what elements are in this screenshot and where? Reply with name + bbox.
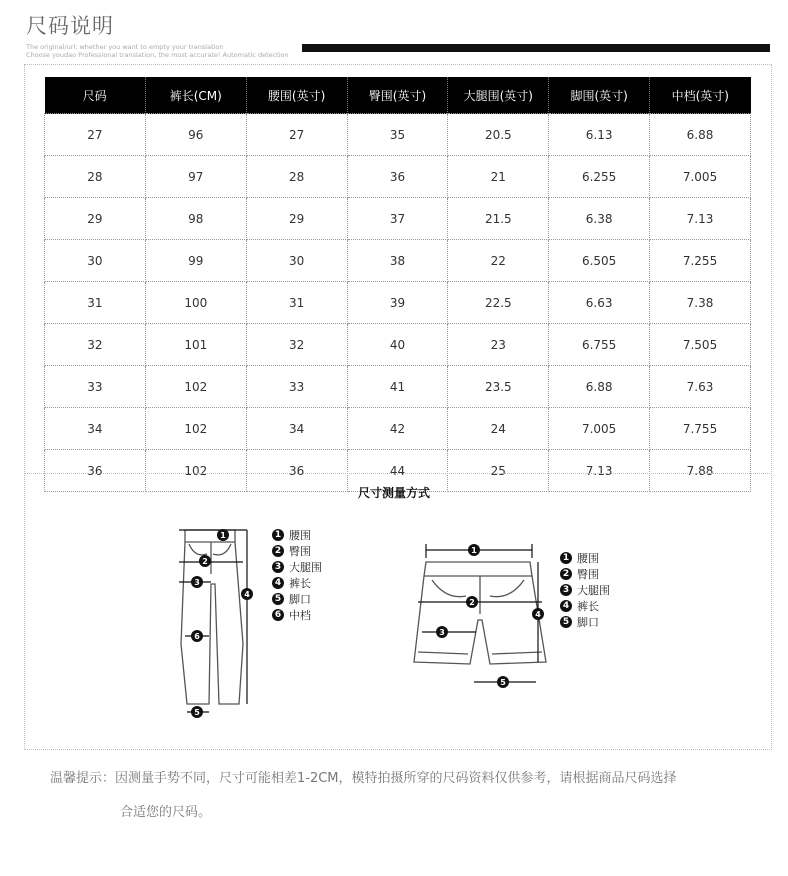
column-header: 尺码 xyxy=(45,77,146,114)
table-cell: 6.505 xyxy=(549,240,650,282)
legend-label: 中档 xyxy=(289,609,311,622)
column-header: 大腿围(英寸) xyxy=(448,77,549,114)
table-cell: 98 xyxy=(145,198,246,240)
pants-diagram xyxy=(175,524,255,718)
legend-item xyxy=(272,543,322,559)
size-table-header xyxy=(45,77,751,114)
table-cell: 30 xyxy=(45,240,146,282)
table-cell: 7.755 xyxy=(650,408,751,450)
legend-label: 脚口 xyxy=(289,593,311,606)
table-cell: 96 xyxy=(145,114,246,156)
table-cell: 99 xyxy=(145,240,246,282)
table-cell: 27 xyxy=(246,114,347,156)
footnote xyxy=(50,762,750,830)
table-cell: 33 xyxy=(45,366,146,408)
svg-text:6: 6 xyxy=(194,632,200,641)
table-cell: 7.505 xyxy=(650,324,751,366)
table-cell: 6.755 xyxy=(549,324,650,366)
table-cell: 20.5 xyxy=(448,114,549,156)
table-cell: 25 xyxy=(448,450,549,492)
page-title: 尺码说明 xyxy=(26,14,114,38)
legend-label: 大腿围 xyxy=(289,561,322,574)
table-cell: 102 xyxy=(145,366,246,408)
column-header: 裤长(CM) xyxy=(145,77,246,114)
table-cell: 36 xyxy=(45,450,146,492)
svg-text:4: 4 xyxy=(244,590,250,599)
table-cell: 7.13 xyxy=(549,450,650,492)
legend-label: 腰围 xyxy=(289,529,311,542)
number-badge-icon: 3 xyxy=(560,584,572,596)
table-cell: 34 xyxy=(246,408,347,450)
legend-item xyxy=(560,566,610,582)
size-table-body xyxy=(45,114,751,492)
number-badge-icon: 2 xyxy=(560,568,572,580)
table-cell: 29 xyxy=(246,198,347,240)
table-cell: 31 xyxy=(246,282,347,324)
table-cell: 6.255 xyxy=(549,156,650,198)
number-badge-icon: 6 xyxy=(272,609,284,621)
svg-text:4: 4 xyxy=(535,610,541,619)
measure-section-title: 尺寸测量方式 xyxy=(357,486,430,500)
legend-item xyxy=(272,591,322,607)
table-cell: 42 xyxy=(347,408,448,450)
number-badge-icon: 4 xyxy=(560,600,572,612)
svg-text:2: 2 xyxy=(202,557,208,566)
table-row xyxy=(45,324,751,366)
table-cell: 97 xyxy=(145,156,246,198)
table-cell: 6.13 xyxy=(549,114,650,156)
svg-text:5: 5 xyxy=(500,678,506,687)
table-row xyxy=(45,366,751,408)
table-cell: 32 xyxy=(246,324,347,366)
table-cell: 102 xyxy=(145,450,246,492)
table-cell: 27 xyxy=(45,114,146,156)
table-row xyxy=(45,156,751,198)
table-cell: 7.005 xyxy=(549,408,650,450)
svg-text:1: 1 xyxy=(471,546,477,555)
legend-item xyxy=(560,598,610,614)
table-cell: 22.5 xyxy=(448,282,549,324)
table-cell: 23 xyxy=(448,324,549,366)
legend-item xyxy=(272,559,322,575)
table-cell: 7.005 xyxy=(650,156,751,198)
table-cell: 29 xyxy=(45,198,146,240)
legend-item xyxy=(560,550,610,566)
table-cell: 36 xyxy=(246,450,347,492)
svg-text:3: 3 xyxy=(194,578,200,587)
footnote-line-1: 温馨提示：因测量手势不同，尺寸可能相差1-2CM，模特拍摄所穿的尺码资料仅供参考，请根据商品尺码选择 xyxy=(50,771,677,786)
subtitle-line-1: The original/url: whether you want to empty your translation xyxy=(26,43,224,51)
svg-text:1: 1 xyxy=(220,531,226,540)
page-subtitle xyxy=(26,43,326,59)
header-divider-bar xyxy=(302,44,770,52)
table-cell: 6.88 xyxy=(650,114,751,156)
svg-text:3: 3 xyxy=(439,628,445,637)
number-badge-icon: 3 xyxy=(272,561,284,573)
pants-legend xyxy=(272,527,322,623)
number-badge-icon: 1 xyxy=(560,552,572,564)
legend-label: 臀围 xyxy=(577,568,599,581)
legend-item xyxy=(560,582,610,598)
number-badge-icon: 1 xyxy=(272,529,284,541)
svg-text:5: 5 xyxy=(194,708,200,717)
table-cell: 37 xyxy=(347,198,448,240)
legend-label: 裤长 xyxy=(289,577,311,590)
table-cell: 21 xyxy=(448,156,549,198)
shorts-diagram xyxy=(408,540,558,690)
legend-label: 大腿围 xyxy=(577,584,610,597)
table-cell: 38 xyxy=(347,240,448,282)
number-badge-icon: 5 xyxy=(560,616,572,628)
number-badge-icon: 2 xyxy=(272,545,284,557)
table-cell: 23.5 xyxy=(448,366,549,408)
table-row xyxy=(45,282,751,324)
table-cell: 7.38 xyxy=(650,282,751,324)
table-row xyxy=(45,240,751,282)
table-cell: 35 xyxy=(347,114,448,156)
table-cell: 40 xyxy=(347,324,448,366)
table-cell: 30 xyxy=(246,240,347,282)
table-cell: 22 xyxy=(448,240,549,282)
table-cell: 100 xyxy=(145,282,246,324)
number-badge-icon: 5 xyxy=(272,593,284,605)
table-cell: 41 xyxy=(347,366,448,408)
table-cell: 32 xyxy=(45,324,146,366)
table-row xyxy=(45,114,751,156)
footnote-line-2: 合适您的尺码。 xyxy=(120,805,212,820)
column-header: 中档(英寸) xyxy=(650,77,751,114)
table-cell: 33 xyxy=(246,366,347,408)
legend-label: 裤长 xyxy=(577,600,599,613)
table-cell: 21.5 xyxy=(448,198,549,240)
table-cell: 36 xyxy=(347,156,448,198)
table-row xyxy=(45,408,751,450)
table-cell: 31 xyxy=(45,282,146,324)
section-divider xyxy=(24,473,772,474)
table-cell: 24 xyxy=(448,408,549,450)
column-header: 腰围(英寸) xyxy=(246,77,347,114)
table-cell: 101 xyxy=(145,324,246,366)
table-cell: 102 xyxy=(145,408,246,450)
table-cell: 7.255 xyxy=(650,240,751,282)
legend-item xyxy=(272,607,322,623)
table-cell: 34 xyxy=(45,408,146,450)
legend-label: 脚口 xyxy=(577,616,599,629)
table-cell: 7.63 xyxy=(650,366,751,408)
table-cell: 6.88 xyxy=(549,366,650,408)
size-table xyxy=(44,77,751,492)
legend-item xyxy=(272,575,322,591)
table-cell: 28 xyxy=(246,156,347,198)
svg-text:2: 2 xyxy=(469,598,475,607)
table-cell: 7.88 xyxy=(650,450,751,492)
shorts-legend xyxy=(560,550,610,630)
legend-item xyxy=(272,527,322,543)
legend-label: 臀围 xyxy=(289,545,311,558)
legend-label: 腰围 xyxy=(577,552,599,565)
table-cell: 44 xyxy=(347,450,448,492)
column-header: 脚围(英寸) xyxy=(549,77,650,114)
number-badge-icon: 4 xyxy=(272,577,284,589)
table-cell: 6.63 xyxy=(549,282,650,324)
table-cell: 28 xyxy=(45,156,146,198)
table-cell: 7.13 xyxy=(650,198,751,240)
legend-item xyxy=(560,614,610,630)
table-cell: 39 xyxy=(347,282,448,324)
subtitle-line-2: Choose youdao Professional translation, the most accurate! Automatic detection xyxy=(26,51,289,59)
column-header: 臀围(英寸) xyxy=(347,77,448,114)
table-row xyxy=(45,198,751,240)
table-cell: 6.38 xyxy=(549,198,650,240)
